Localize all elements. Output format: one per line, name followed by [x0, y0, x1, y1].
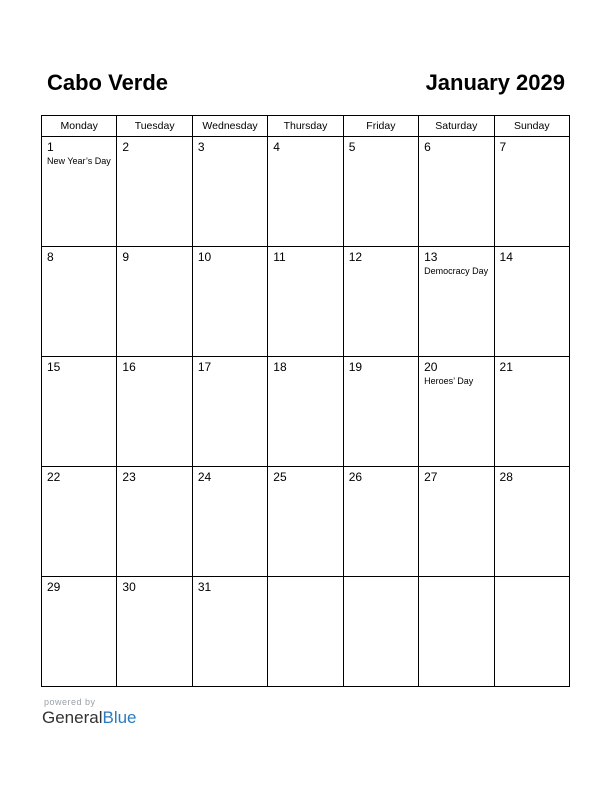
day-number: 9: [122, 250, 130, 264]
day-number: 4: [273, 140, 280, 154]
day-cell: [494, 137, 569, 247]
day-cell: [42, 577, 117, 687]
day-cell: [268, 357, 343, 467]
weekday-header: Thursday: [268, 116, 343, 137]
week-row: [42, 137, 570, 247]
day-cell: [494, 247, 569, 357]
holiday-label: Heroes’ Day: [424, 376, 474, 386]
day-cell: [343, 467, 418, 577]
day-cell: [117, 357, 192, 467]
day-cell: [494, 357, 569, 467]
week-row: [42, 357, 570, 467]
day-cell: [419, 247, 494, 357]
day-cell: [268, 577, 343, 687]
day-number: 22: [47, 470, 61, 484]
day-cell: [343, 247, 418, 357]
day-cell: [419, 357, 494, 467]
day-number: 3: [197, 140, 205, 154]
holiday-label: Democracy Day: [424, 266, 489, 276]
day-cell: [343, 577, 418, 687]
weekday-header-row: [42, 116, 570, 137]
day-cell: [192, 467, 267, 577]
day-cell: [494, 577, 569, 687]
weekday-header: Sunday: [494, 116, 569, 137]
week-row: [42, 577, 570, 687]
day-cell: [343, 137, 418, 247]
country-title: Cabo Verde: [47, 70, 169, 95]
brand-text-blue: Blue: [102, 708, 137, 727]
day-number: 20: [424, 360, 438, 374]
day-cell: [42, 357, 117, 467]
weekday-header: Monday: [42, 116, 117, 137]
day-cell: [117, 467, 192, 577]
weekday-header: Wednesday: [192, 116, 267, 137]
day-cell: [192, 247, 267, 357]
weekday-header: Friday: [343, 116, 418, 137]
day-number: 26: [348, 470, 363, 484]
day-number: 6: [424, 140, 431, 154]
day-cell: [268, 247, 343, 357]
day-number: 2: [122, 140, 130, 154]
day-cell: [117, 247, 192, 357]
week-row: [42, 247, 570, 357]
day-number: 12: [348, 250, 363, 264]
day-number: 17: [197, 360, 212, 374]
day-number: 24: [197, 470, 212, 484]
day-number: 23: [122, 470, 136, 484]
day-cell: [192, 137, 267, 247]
day-cell: [192, 357, 267, 467]
day-number: 21: [499, 360, 513, 374]
day-cell: [419, 137, 494, 247]
holiday-label: New Year’s Day: [47, 156, 111, 166]
day-cell: [343, 357, 418, 467]
day-number: 25: [273, 470, 287, 484]
day-number: 15: [47, 360, 61, 374]
day-number: 8: [47, 250, 54, 264]
powered-by-text: powered by: [44, 697, 96, 707]
calendar-grid: [41, 115, 570, 687]
day-cell: [42, 467, 117, 577]
day-number: 7: [499, 140, 507, 154]
day-number: 31: [197, 580, 212, 594]
day-number: 1: [47, 140, 54, 154]
day-cell: [117, 577, 192, 687]
day-cell: [117, 137, 192, 247]
day-cell: [419, 577, 494, 687]
day-number: 19: [348, 360, 363, 374]
day-number: 28: [499, 470, 513, 484]
brand-text-general: General: [42, 708, 103, 727]
day-number: 13: [424, 250, 438, 264]
generalblue-logo[interactable]: [42, 708, 137, 728]
day-cell: [192, 577, 267, 687]
day-cell: [419, 467, 494, 577]
day-number: 29: [47, 580, 61, 594]
day-cell: [494, 467, 569, 577]
day-cell: [268, 467, 343, 577]
day-number: 27: [424, 470, 438, 484]
day-number: 11: [273, 250, 286, 264]
day-number: 10: [197, 250, 212, 264]
day-cell: [42, 137, 117, 247]
month-year-title: January 2029: [425, 70, 565, 95]
weekday-header: Tuesday: [117, 116, 192, 137]
weekday-header: Saturday: [419, 116, 494, 137]
day-number: 18: [273, 360, 287, 374]
day-number: 30: [122, 580, 136, 594]
day-number: 16: [122, 360, 136, 374]
day-number: 5: [348, 140, 356, 154]
day-cell: [42, 247, 117, 357]
day-cell: [268, 137, 343, 247]
week-row: [42, 467, 570, 577]
day-number: 14: [499, 250, 513, 264]
